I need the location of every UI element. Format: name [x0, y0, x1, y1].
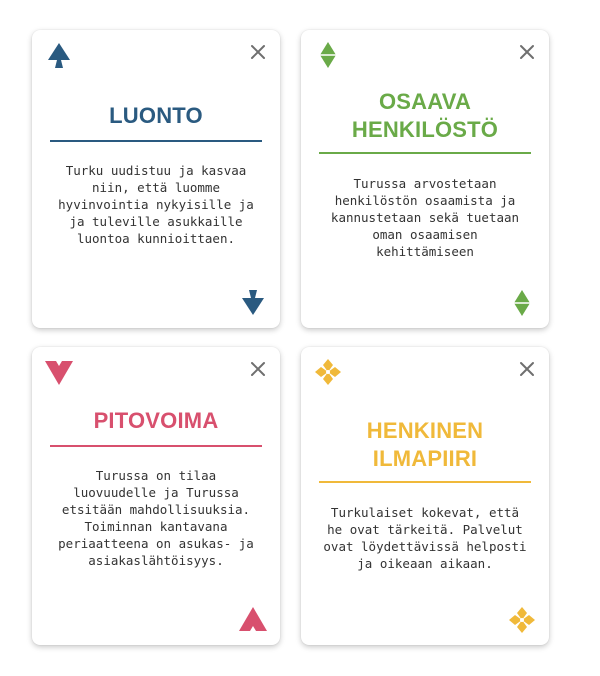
- divider: [50, 445, 262, 447]
- card-luonto: [32, 30, 280, 328]
- diamond-icon: [507, 288, 537, 318]
- card-pitovoima: [32, 347, 280, 645]
- close-icon[interactable]: [517, 42, 537, 62]
- diamond-icon: [313, 40, 343, 70]
- spade-icon: [44, 40, 74, 70]
- clover-icon: [507, 605, 537, 635]
- divider: [319, 481, 531, 483]
- card-description: Turku uudistuu ja kasvaa niin, että luomme hyvinvointia nykyisille ja ja tuleville asukkaille luontoa kunnioittaen.: [58, 163, 254, 246]
- heart-icon: [238, 605, 268, 635]
- divider: [50, 140, 262, 142]
- close-icon[interactable]: [248, 359, 268, 379]
- card-title: OSAAVA HENKILÖSTÖ: [351, 89, 499, 142]
- heart-icon: [44, 357, 74, 387]
- card-henkinen-ilmapiiri: [301, 347, 549, 645]
- spade-icon: [238, 288, 268, 318]
- close-icon[interactable]: [248, 42, 268, 62]
- divider: [319, 152, 531, 154]
- card-title: PITOVOIMA: [93, 408, 219, 433]
- card-title: HENKINEN ILMAPIIRI: [366, 418, 484, 471]
- card-title: LUONTO: [109, 103, 203, 128]
- card-description: Turkulaiset kokevat, että he ovat tärkeitä. Palvelut ovat löydettävissä helposti ja oikeaan aikaan.: [323, 505, 527, 571]
- card-description: Turussa arvostetaan henkilöstön osaamista ja kannustetaan sekä tuetaan oman osaamisen kehittämiseen: [330, 176, 520, 259]
- close-icon[interactable]: [517, 359, 537, 379]
- card-osaava-henkilosto: [301, 30, 549, 328]
- clover-icon: [313, 357, 343, 387]
- card-description: Turussa on tilaa luovuudelle ja Turussa etsitään mahdollisuuksia. Toiminnan kantavana periaatteena on asukas- ja asiakaslähtöisyys.: [58, 468, 254, 568]
